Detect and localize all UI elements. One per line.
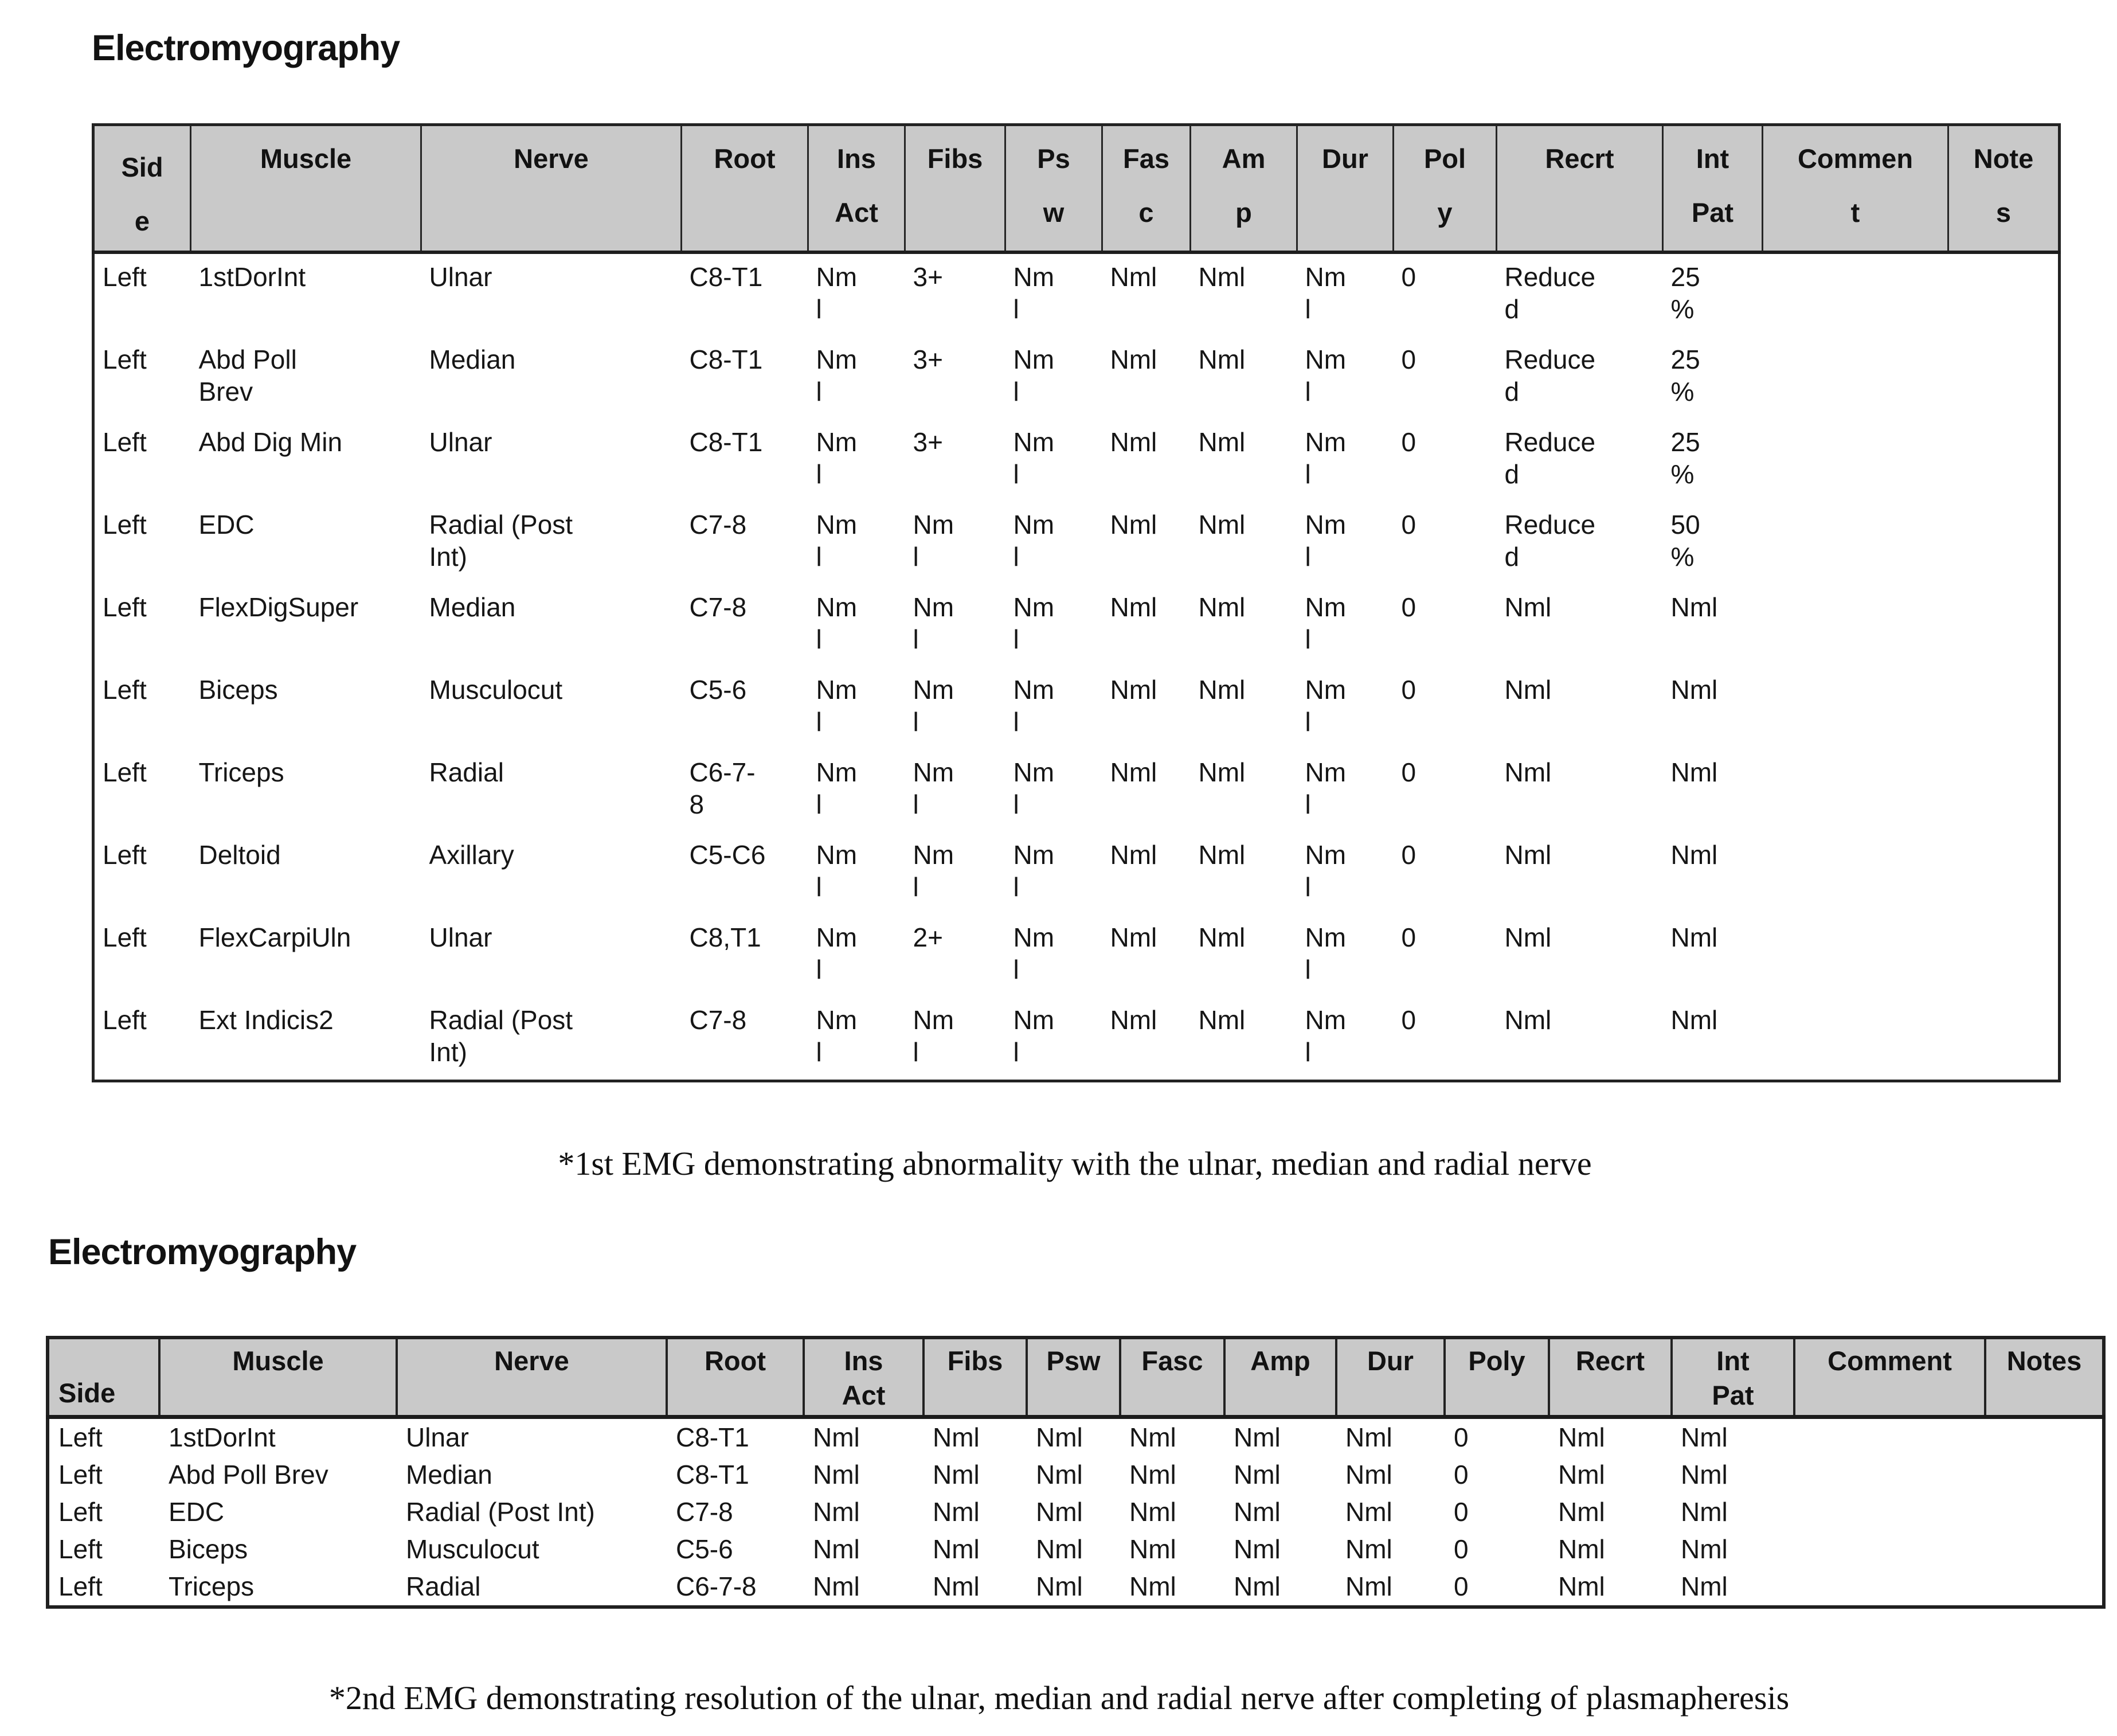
table-cell [1794,1456,1985,1493]
table-cell: C8-T1 [676,1459,749,1489]
table-row [93,337,2060,419]
table-cell: Nm l [1305,509,1347,572]
table-cell: Nm l [816,261,858,324]
table-cell: Nm l [913,509,954,572]
table-cell: Nml [1036,1571,1083,1601]
table-cell: 1stDorInt [169,1422,276,1452]
table-cell: Left [58,1571,103,1601]
table-cell: Nml [1234,1459,1281,1489]
column-header: Int Pat [1663,125,1763,252]
table-cell: Nm l [1305,261,1347,324]
table-cell: Deltoid [198,839,281,870]
column-header: Comment [1794,1338,1985,1417]
table-cell: Nml [1681,1422,1728,1452]
column-header: Root [682,125,808,252]
table-cell: 3+ [913,427,943,457]
table-cell: Biceps [169,1534,248,1564]
table-cell: Ulnar [429,261,492,292]
table-cell: Nml [1129,1496,1176,1527]
table-cell: Ulnar [406,1422,469,1452]
table-cell: 0 [1401,757,1416,787]
column-header: Fibs [924,1338,1027,1417]
table-cell: Nml [1345,1571,1392,1601]
table-cell: Reduce d [1504,344,1596,406]
table-cell: Nml [813,1422,860,1452]
table-cell: 0 [1401,344,1416,374]
table-row [93,502,2060,584]
table-cell: Reduce d [1504,261,1596,324]
table-cell [1948,914,2060,997]
section-2-caption: *2nd EMG demonstrating resolution of the ulnar, median and radial nerve after completing of plasmapheresis [328,1679,1790,1717]
table-cell: Nm l [913,592,954,654]
table-cell: Nm l [1013,922,1055,984]
table-cell: 3+ [913,261,943,292]
table-cell: C6-7-8 [676,1571,757,1601]
column-header: Nerve [421,125,682,252]
section-1-heading: Electromyography [92,28,400,68]
table-cell: 0 [1454,1459,1469,1489]
column-header: Muscle [159,1338,397,1417]
table-cell: Ulnar [429,427,492,457]
table-cell: Musculocut [429,674,563,705]
table-cell: Nml [1129,1534,1176,1564]
table-cell: Left [103,427,147,457]
table-cell: Nm l [1013,839,1055,902]
table-cell: Nml [1504,839,1552,870]
table-cell: C8-T1 [676,1422,749,1452]
table-cell [1948,584,2060,667]
column-header: Recrt [1549,1338,1672,1417]
table-cell: 0 [1401,674,1416,705]
table-cell: Nml [1345,1534,1392,1564]
table-cell: Nml [1198,839,1246,870]
table-cell: C8-T1 [689,427,763,457]
table-cell: Nml [1558,1496,1605,1527]
table-cell: Nml [1198,674,1246,705]
table-cell: Biceps [198,674,278,705]
table-cell: Nm l [816,509,858,572]
table-cell: Nml [1198,261,1246,292]
table-cell: 3+ [913,344,943,374]
table-cell [1794,1568,1985,1607]
table-cell: Nml [1504,592,1552,622]
table-cell: Nml [1681,1496,1728,1527]
table-row [48,1568,2104,1607]
table-cell [1985,1493,2104,1531]
column-header: Poly [1445,1338,1549,1417]
table-cell: Median [429,344,516,374]
table-cell: Nm l [1013,427,1055,489]
table-cell: Nml [1129,1459,1176,1489]
table-cell: Nml [1234,1534,1281,1564]
table-cell: C7-8 [676,1496,733,1527]
table-cell: Nml [1504,1004,1552,1035]
table-cell: Nml [933,1422,980,1452]
table-cell: Musculocut [406,1534,539,1564]
table-cell: Nm l [1013,592,1055,654]
table-cell: 0 [1401,839,1416,870]
emg-table-1 [92,123,2061,1082]
table-cell: Nml [813,1496,860,1527]
table-cell: Nm l [1013,344,1055,406]
table-row [93,252,2060,337]
table-cell: Nml [1670,674,1718,705]
table-cell: Nml [1110,261,1157,292]
table-cell: 0 [1401,922,1416,952]
table-cell: Nml [1036,1459,1083,1489]
table-cell: Nm l [913,674,954,737]
table-cell: 0 [1401,592,1416,622]
table-cell [1948,252,2060,337]
table-cell [1985,1417,2104,1456]
table-cell: Nm l [1305,427,1347,489]
column-header: Recrt [1497,125,1663,252]
table-cell: Radial [406,1571,481,1601]
table-cell [1763,337,1948,419]
table-row [93,914,2060,997]
table-cell: C8-T1 [689,344,763,374]
table-cell: Left [58,1534,103,1564]
table-cell: Nml [933,1496,980,1527]
emg-table-1-body [93,252,2060,1081]
table-cell: EDC [198,509,255,539]
table-cell [1948,997,2060,1081]
emg-table-2 [46,1336,2106,1609]
table-cell: 25 % [1670,344,1700,406]
table-cell [1948,502,2060,584]
table-cell: Nm l [816,839,858,902]
table-cell: Nml [1110,839,1157,870]
table-cell: Nm l [1013,757,1055,819]
table-cell: C7-8 [689,509,747,539]
table-row [48,1531,2104,1568]
table-cell: Ulnar [429,922,492,952]
table-cell: Nml [1110,757,1157,787]
table-cell [1763,749,1948,832]
table-cell: Left [103,674,147,705]
table-cell: Nml [1110,922,1157,952]
table-cell: Triceps [169,1571,255,1601]
table-cell [1763,252,1948,337]
table-cell [1763,584,1948,667]
table-cell: Nm l [816,922,858,984]
table-cell: Nml [1234,1422,1281,1452]
column-header: Dur [1336,1338,1445,1417]
column-header: Psw [1027,1338,1120,1417]
table-cell [1948,749,2060,832]
column-header: Fibs [905,125,1005,252]
column-header: Nerve [397,1338,667,1417]
table-cell: Nml [1110,427,1157,457]
table-cell [1948,832,2060,914]
table-cell: 0 [1454,1534,1469,1564]
table-row [93,667,2060,749]
column-header: Fasc [1120,1338,1224,1417]
table-cell: 2+ [913,922,943,952]
table-cell: FlexDigSuper [198,592,359,622]
table-cell: Nml [813,1534,860,1564]
table-cell: Left [103,592,147,622]
table-cell: 50 % [1670,509,1700,572]
table-cell: Radial [429,757,504,787]
table-cell: Reduce d [1504,427,1596,489]
table-cell: Abd Dig Min [198,427,343,457]
table-cell: Nml [1681,1534,1728,1564]
table-cell: Nm l [1013,1004,1055,1067]
table-cell: Nm l [913,1004,954,1067]
table-cell: C5-6 [689,674,747,705]
table-cell [1794,1531,1985,1568]
table-cell: Left [58,1496,103,1527]
table-cell: Nm l [1305,922,1347,984]
column-header: Ins Act [808,125,905,252]
table-cell: Nm l [913,839,954,902]
table-cell: Nml [1036,1496,1083,1527]
table-cell: Radial (Post Int) [429,1004,573,1067]
table-cell: C8,T1 [689,922,761,952]
table-cell [1763,502,1948,584]
table-cell [1985,1531,2104,1568]
table-cell: 0 [1401,261,1416,292]
table-cell: Nm l [1013,261,1055,324]
table-cell: Nml [933,1571,980,1601]
table-cell: Nml [1198,344,1246,374]
table-cell: 25 % [1670,261,1700,324]
table-cell: Nml [933,1459,980,1489]
table-cell: Nml [1504,757,1552,787]
table-row [48,1493,2104,1531]
table-row [93,749,2060,832]
column-header: Fas c [1102,125,1191,252]
column-header: Note s [1948,125,2060,252]
table-cell: 0 [1401,427,1416,457]
table-cell [1948,337,2060,419]
table-cell: Nml [1345,1459,1392,1489]
table-cell: Nm l [1305,757,1347,819]
table-cell: Nm l [1305,344,1347,406]
table-cell: Nml [1110,592,1157,622]
table-cell: Nm l [816,757,858,819]
table-cell: Nml [1198,509,1246,539]
table-row [93,832,2060,914]
table-cell: Nml [1504,922,1552,952]
table-row [48,1456,2104,1493]
header-row [93,125,2060,252]
table-cell [1794,1417,1985,1456]
column-header: Ps w [1005,125,1102,252]
column-header: Pol y [1394,125,1497,252]
table-cell: Nml [1670,592,1718,622]
table-cell: C6-7- 8 [689,757,756,819]
column-header: Commen t [1763,125,1948,252]
table-cell: Nml [1129,1571,1176,1601]
table-cell: 1stDorInt [198,261,306,292]
emg-table-2-header [48,1338,2104,1417]
table-cell: Nml [813,1571,860,1601]
table-cell: Nm l [1305,839,1347,902]
column-header: Ins Act [804,1338,924,1417]
table-cell: Nml [1198,1004,1246,1035]
table-cell: Nm l [816,344,858,406]
table-cell: Nml [1670,839,1718,870]
table-cell: Nml [1129,1422,1176,1452]
table-cell: Axillary [429,839,514,870]
table-cell: Median [406,1459,492,1489]
column-header: Side [48,1338,159,1417]
table-cell: Left [103,757,147,787]
column-header: Amp [1224,1338,1336,1417]
table-cell: Nml [1110,674,1157,705]
table-cell: Nml [1681,1571,1728,1601]
table-cell: Nm l [1305,1004,1347,1067]
emg-table-2-body [48,1417,2104,1607]
table-cell [1948,419,2060,502]
table-cell: Nm l [913,757,954,819]
table-cell: Nml [1670,922,1718,952]
table-cell: Nml [1234,1496,1281,1527]
table-cell: 0 [1454,1571,1469,1601]
header-row [48,1338,2104,1417]
table-cell: Left [103,509,147,539]
table-cell: Nml [1198,757,1246,787]
table-cell: Left [103,344,147,374]
table-cell: Nml [1681,1459,1728,1489]
table-cell: Reduce d [1504,509,1596,572]
emg-table-1-header [93,125,2060,252]
table-cell [1948,667,2060,749]
table-cell: Nml [1345,1496,1392,1527]
table-cell: Nml [1198,427,1246,457]
table-cell: Nml [1110,344,1157,374]
section-1-caption: *1st EMG demonstrating abnormality with the ulnar, median and radial nerve [558,1145,1592,1182]
table-cell: EDC [169,1496,225,1527]
table-cell: Abd Poll Brev [169,1459,328,1489]
table-cell: 25 % [1670,427,1700,489]
table-cell: Nm l [1013,674,1055,737]
column-header: Muscle [191,125,421,252]
table-cell: Nm l [816,1004,858,1067]
table-cell: Nml [1110,509,1157,539]
table-row [93,419,2060,502]
column-header: Int Pat [1672,1338,1794,1417]
table-cell: Nm l [1305,674,1347,737]
table-cell [1985,1568,2104,1607]
table-cell: Nml [1110,1004,1157,1035]
table-cell: Nml [1198,922,1246,952]
table-cell: C5-C6 [689,839,766,870]
table-cell [1794,1493,1985,1531]
table-cell: Left [103,1004,147,1035]
table-cell: C7-8 [689,592,747,622]
column-header: Notes [1985,1338,2104,1417]
table-cell: Nml [813,1459,860,1489]
table-cell: Nml [933,1534,980,1564]
table-cell: Median [429,592,516,622]
column-header: Root [667,1338,804,1417]
table-cell: 0 [1401,1004,1416,1035]
table-cell: Nml [1558,1571,1605,1601]
table-cell [1763,419,1948,502]
table-cell: Nml [1234,1571,1281,1601]
table-cell: Nml [1558,1422,1605,1452]
table-cell: 0 [1454,1496,1469,1527]
table-row [93,997,2060,1081]
table-cell: Left [103,261,147,292]
table-cell: C7-8 [689,1004,747,1035]
table-cell: Nml [1036,1534,1083,1564]
table-row [48,1417,2104,1456]
table-cell: Left [58,1459,103,1489]
table-cell: Nm l [1013,509,1055,572]
table-cell: Left [58,1422,103,1452]
table-cell: Nml [1036,1422,1083,1452]
table-cell: 0 [1454,1422,1469,1452]
table-row [93,584,2060,667]
table-cell: Left [103,922,147,952]
table-cell: C8-T1 [689,261,763,292]
table-cell: Radial (Post Int) [406,1496,595,1527]
table-cell: Ext Indicis2 [198,1004,334,1035]
table-cell: 0 [1401,509,1416,539]
table-cell: Nml [1504,674,1552,705]
table-cell: Abd Poll Brev [198,344,297,406]
table-cell: Nm l [1305,592,1347,654]
table-cell: Left [103,839,147,870]
table-cell: Nml [1345,1422,1392,1452]
table-cell: Nml [1670,1004,1718,1035]
table-cell [1763,667,1948,749]
table-cell [1763,914,1948,997]
column-header: Dur [1297,125,1394,252]
table-cell: Triceps [198,757,284,787]
table-cell: C5-6 [676,1534,733,1564]
table-cell [1763,997,1948,1081]
column-header: Am p [1191,125,1297,252]
table-cell [1763,832,1948,914]
table-cell: Nml [1558,1459,1605,1489]
section-2-heading: Electromyography [48,1232,357,1272]
table-cell: Radial (Post Int) [429,509,573,572]
table-cell [1985,1456,2104,1493]
table-cell: Nml [1558,1534,1605,1564]
table-cell: Nm l [816,592,858,654]
table-cell: Nml [1198,592,1246,622]
table-cell: Nm l [816,674,858,737]
table-cell: FlexCarpiUln [198,922,351,952]
column-header: Sid e [93,125,191,252]
table-cell: Nml [1670,757,1718,787]
table-cell: Nm l [816,427,858,489]
